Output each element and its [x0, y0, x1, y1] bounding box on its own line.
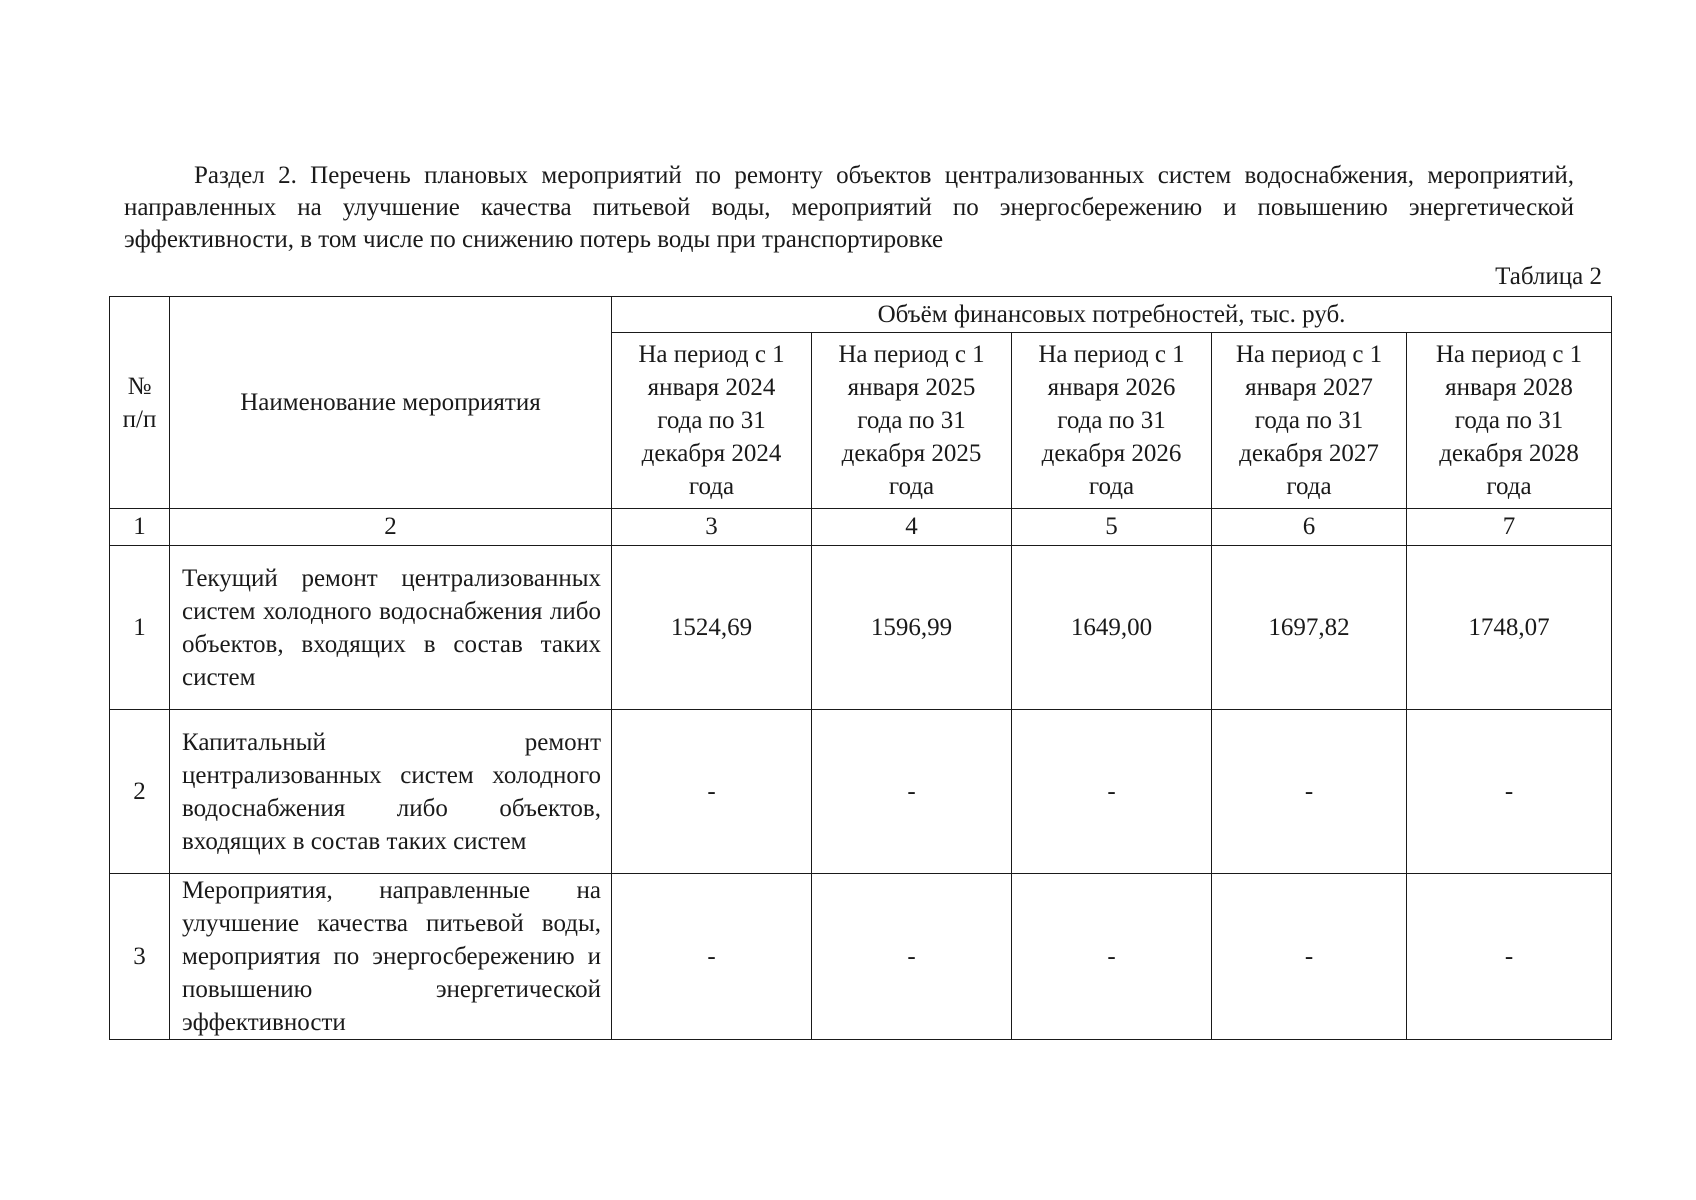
event-name: Капитальный ремонт централизованных систем холодного водоснабжения либо объектов, входящих в состав таких систем	[170, 710, 612, 874]
amount-2024: -	[612, 710, 812, 874]
header-row-number: № п/п	[110, 297, 170, 509]
amount-2026: -	[1012, 710, 1212, 874]
event-name: Текущий ремонт централизованных систем холодного водоснабжения либо объектов, входящих в состав таких систем	[170, 546, 612, 710]
table-row	[110, 874, 1612, 1040]
amount-2027: -	[1212, 710, 1407, 874]
row-number: 3	[110, 874, 170, 1040]
amount-2025: 1596,99	[812, 546, 1012, 710]
header-financial-needs: Объём финансовых потребностей, тыс. руб.	[612, 297, 1612, 333]
header-event-name: Наименование мероприятия	[170, 297, 612, 509]
amount-2025: -	[812, 710, 1012, 874]
amount-2028: -	[1407, 710, 1612, 874]
header-period-2026: На период с 1 января 2026 года по 31 декабря 2026 года	[1012, 333, 1212, 509]
amount-2025: -	[812, 874, 1012, 1040]
table-row	[110, 710, 1612, 874]
amount-2026: -	[1012, 874, 1212, 1040]
column-number: 4	[812, 509, 1012, 546]
section-heading: Раздел 2. Перечень плановых мероприятий по ремонту объектов централизованных систем водоснабжения, мероприятий, направленных на улучшение качества питьевой воды, мероприятий по энергосбережению и повышению энергетической эффективности, в том числе по снижению потерь воды при транспортировке	[124, 162, 1574, 253]
row-number: 2	[110, 710, 170, 874]
amount-2024: 1524,69	[612, 546, 812, 710]
header-period-2027: На период с 1 января 2027 года по 31 декабря 2027 года	[1212, 333, 1407, 509]
row-number: 1	[110, 546, 170, 710]
financial-needs-table	[109, 296, 1612, 1040]
column-number: 7	[1407, 509, 1612, 546]
header-period-2028: На период с 1 января 2028 года по 31 декабря 2028 года	[1407, 333, 1612, 509]
amount-2027: 1697,82	[1212, 546, 1407, 710]
column-number: 3	[612, 509, 812, 546]
column-number: 1	[110, 509, 170, 546]
column-number: 5	[1012, 509, 1212, 546]
amount-2028: -	[1407, 874, 1612, 1040]
header-period-2025: На период с 1 января 2025 года по 31 декабря 2025 года	[812, 333, 1012, 509]
amount-2028: 1748,07	[1407, 546, 1612, 710]
amount-2024: -	[612, 874, 812, 1040]
amount-2027: -	[1212, 874, 1407, 1040]
header-period-2024: На период с 1 января 2024 года по 31 декабря 2024 года	[612, 333, 812, 509]
column-numbers-row	[110, 509, 1612, 546]
table-row	[110, 546, 1612, 710]
event-name: Мероприятия, направленные на улучшение качества питьевой воды, мероприятия по энергосбережению и повышению энергетической эффективности	[170, 874, 612, 1040]
amount-2026: 1649,00	[1012, 546, 1212, 710]
column-number: 6	[1212, 509, 1407, 546]
table-caption: Таблица 2	[1495, 263, 1602, 290]
column-number: 2	[170, 509, 612, 546]
